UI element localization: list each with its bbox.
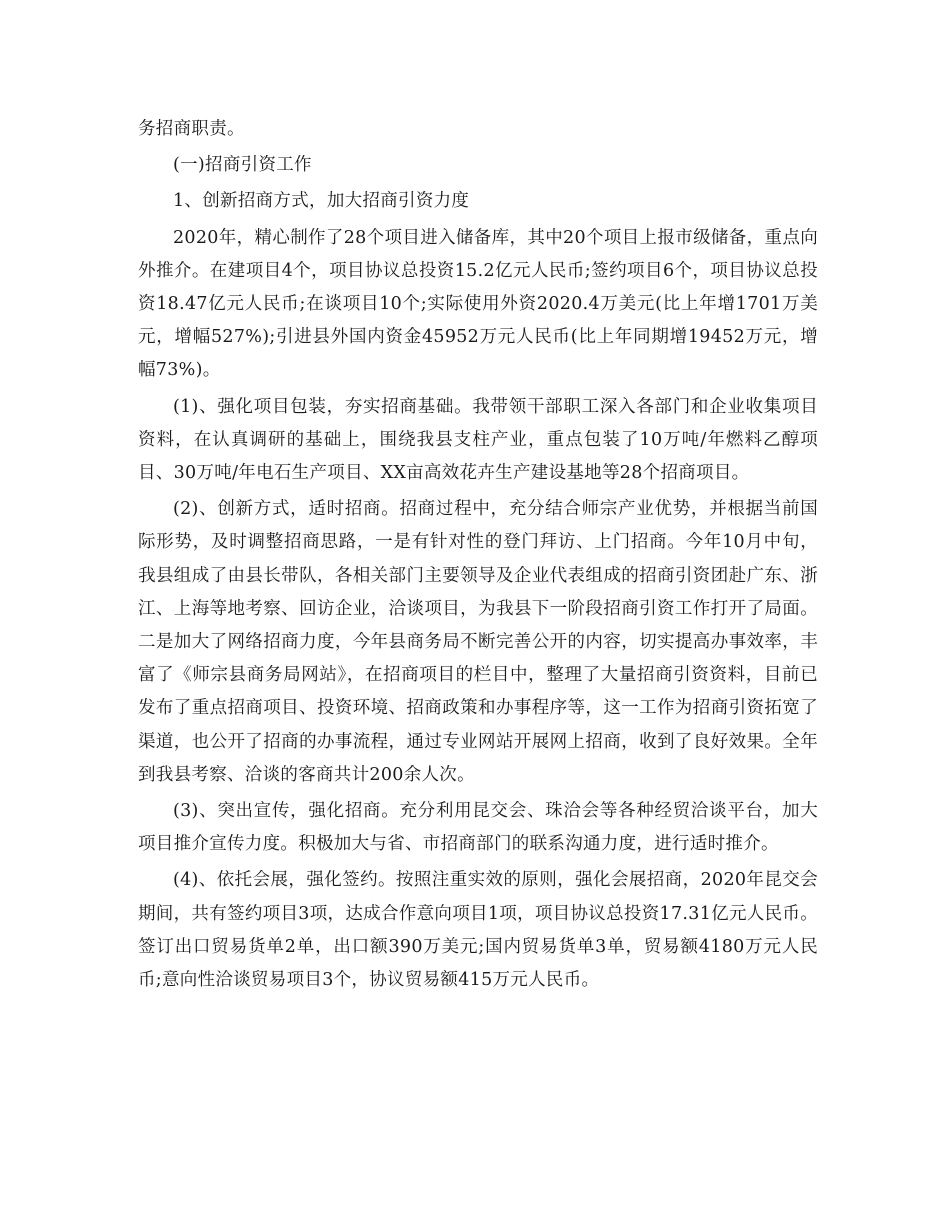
paragraph-item-1: (1)、强化项目包装，夯实招商基础。我带领干部职工深入各部门和企业收集项目资料，在认真调研的基础上，围绕我县支柱产业，重点包装了10万吨/年燃料乙醇项目、30万吨/年电石生产项目、XX亩高效花卉生产建设基地等28个招商项目。 (138, 396, 818, 484)
section-heading: (一)招商引资工作 (173, 155, 312, 176)
subsection-heading: 1、创新招商方式，加大招商引资力度 (173, 191, 470, 212)
paragraph-item-4: (4)、依托会展，强化签约。按照注重实效的原则，强化会展招商，2020年昆交会期间，共有签约项目3项，达成合作意向项目1项，项目协议总投资17.31亿元人民币。签订出口贸易货单2单，出口额390万美元;国内贸易货单3单，贸易额4180万元人民币;意向性洽谈贸易项目3个，协议贸易额415万元人民币。 (138, 870, 818, 991)
paragraph-summary: 2020年，精心制作了28个项目进入储备库，其中20个项目上报市级储备，重点向外推介。在建项目4个，项目协议总投资15.2亿元人民币;签约项目6个，项目协议总投资18.47亿元人民币;在谈项目10个;实际使用外资2020.4万美元(比上年增1701万美元，增幅527%);引进县外国内资金45952万元人民币(比上年同期增19452万元，增幅73%)。 (138, 227, 818, 381)
document-body (138, 113, 818, 1000)
paragraph-continuation: 务招商职责。 (138, 119, 245, 139)
paragraph-item-2: (2)、创新方式，适时招商。招商过程中，充分结合师宗产业优势，并根据当前国际形势，及时调整招商思路，一是有针对性的登门拜访、上门招商。今年10月中旬，我县组成了由县长带队，各相关部门主要领导及企业代表组成的招商引资团赴广东、浙江、上海等地考察、回访企业，洽谈项目，为我县下一阶段招商引资工作打开了局面。二是加大了网络招商力度，今年县商务局不断完善公开的内容，切实提高办事效率，丰富了《师宗县商务局网站》，在招商项目的栏目中，整理了大量招商引资资料，目前已发布了重点招商项目、投资环境、招商政策和办事程序等，这一工作为招商引资拓宽了渠道，也公开了招商的办事流程，通过专业网站开展网上招商，收到了良好效果。全年到我县考察、洽谈的客商共计200余人次。 (138, 499, 818, 785)
paragraph-item-3: (3)、突出宣传，强化招商。充分利用昆交会、珠洽会等各种经贸洽谈平台，加大项目推介宣传力度。积极加大与省、市招商部门的联系沟通力度，进行适时推介。 (138, 801, 818, 855)
